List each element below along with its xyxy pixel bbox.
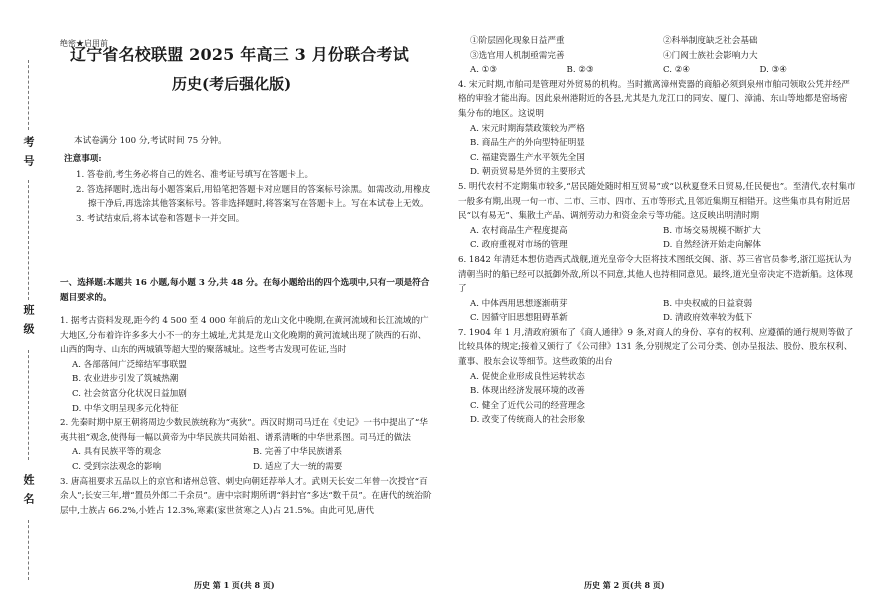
statement-row — [458, 49, 856, 64]
option-row — [458, 238, 856, 253]
option-row — [458, 63, 856, 78]
option-row — [458, 224, 856, 239]
option-row — [60, 445, 434, 460]
page-footer: 历史 第 1 页(共 8 页) — [194, 580, 275, 590]
option-c: C. 社会贫富分化状况日益加剧 — [72, 388, 187, 399]
statement-row — [458, 34, 856, 49]
exam-subtitle: 历史(考后强化版) — [172, 75, 292, 93]
option-d: D. ③④ — [759, 65, 787, 76]
question-4 — [458, 78, 856, 180]
binding-line — [28, 350, 29, 460]
question-stem: 4. 宋元时期,市舶司是管理对外贸易的机构。当时撤离漳州瓷器的商船必须到泉州市舶司领取公凭并经严格的审验才能出海。因此泉州港附近的各县,尤其是九龙江口的同安、厦门、漳浦、东山等地都是窑场密集分布的地区。这说明 — [458, 79, 850, 119]
question-list — [60, 314, 434, 518]
option-c: C. 健全了近代公司的经营理念 — [470, 400, 585, 411]
statement-2: ②科举制度缺乏社会基础 — [663, 36, 758, 46]
option-row — [458, 311, 856, 326]
statement-3: ③选官用人机制亟需完善 — [470, 50, 565, 61]
option-b: B. 农业进步引发了筑城热潮 — [72, 374, 179, 385]
binding-line — [28, 60, 29, 130]
option-a: A. ①③ — [470, 65, 498, 76]
option-a: A. 宋元时期海禁政策较为严格 — [470, 123, 585, 134]
option-a: A. 各部落间广泛缔结军事联盟 — [72, 359, 187, 370]
notes-title: 注意事项: — [64, 154, 102, 164]
option-d: D. 自然经济开始走向解体 — [663, 240, 761, 251]
option-b: B. 中央权威的日益衰弱 — [663, 298, 753, 309]
option-d: D. 朝贡贸易是外贸的主要形式 — [470, 167, 586, 178]
exam-title: 辽宁省名校联盟 2025 年高三 3 月份联合考试 — [70, 45, 409, 64]
option-c: C. 因循守旧思想阻碍革新 — [470, 313, 568, 324]
option-d: D. 中华文明呈现多元化特征 — [72, 403, 179, 414]
option-c: C. 政府重视对市场的管理 — [470, 240, 568, 251]
option-a: A. 促使企业形成良性运转状态 — [470, 371, 585, 382]
question-3-continued — [458, 34, 856, 78]
page-footer: 历史 第 2 页(共 8 页) — [584, 580, 665, 590]
question-stem: 3. 唐高祖要求五品以上的京官和诸州总管、刺史向朝廷荐举人才。武则天长安二年曾一次授官“百余人”;长安三年,增“置员外郎二千余员”。唐中宗时期所谓“斜封官”多达“数千员”。在唐代的统治阶层中,士族占 66.2%,小姓占 12.3%,寒素(家世贫寒之人)占 21.5%。由此可见,唐代 — [60, 476, 432, 516]
option-a: A. 中体西用思想逐渐萌芽 — [470, 298, 568, 309]
exam-number-label: 考 号 — [22, 136, 35, 168]
question-7 — [458, 326, 856, 428]
page-2 — [458, 0, 856, 599]
exam-info: 本试卷满分 100 分,考试时间 75 分钟。 — [74, 136, 227, 146]
class-label: 班 级 — [22, 304, 35, 336]
statement-1: ①阶层固化现象日益严重 — [470, 36, 565, 46]
option-b: B. 市场交易规模不断扩大 — [663, 225, 761, 236]
question-stem: 2. 先秦时期中原王朝将周边少数民族统称为“夷狄”。西汉时期司马迁在《史记》一书中提出了“华夷共祖”观念,使得每一幅以黄帝为中华民族共同始祖、谱系清晰的中华世系图。司马迁的做法 — [60, 418, 428, 443]
option-c: C. 福建瓷器生产水平领先全国 — [470, 152, 585, 163]
option-d: D. 改变了传统商人的社会形象 — [470, 415, 586, 426]
option-d: D. 适应了大一统的需要 — [253, 461, 343, 472]
question-stem: 1. 据考古资料发现,距今约 4 500 至 4 000 年前后的龙山文化中晚期,在黄河流域和长江流域的广大地区,分布着许许多多大小不一的夯土城址,尤其是龙山文化晚期的黄河流域出现了陕西的石峁、山西的陶寺、山东的两城镇等超大型的聚落城址。这些考古发现可佐证,当时 — [60, 316, 429, 356]
option-b: B. 商品生产的外向型特征明显 — [470, 138, 585, 149]
question-stem: 5. 明代农村不定期集市较多,“居民随处随时相互贸易”或“以秋夏登禾日贸易,任民便也”。至清代,农村集市一般多有期,出现一旬一市、二市、三市、四市、五市等形式,且邻近集期互相错开。这些集市具有附近居民“以有易无”、集散土产品、调剂劳动力和资金余亏等功能。这反映出明清时期 — [458, 181, 856, 222]
question-3 — [60, 475, 434, 519]
option-a: A. 具有民族平等的观念 — [72, 447, 162, 458]
page-1 — [58, 0, 435, 599]
option-d: D. 清政府效率较为低下 — [663, 313, 753, 324]
option-row — [458, 297, 856, 312]
note-item: 2. 答选择题时,选出每小题答案后,用铅笔把答题卡对应题目的答案标号涂黑。如需改动,用橡皮擦干净后,再选涂其他答案标号。答非选择题时,将答案写在答题卡上。写在本试卷上无效。 — [76, 184, 431, 210]
question-5 — [458, 180, 856, 253]
option-c: C. 受到宗法观念的影响 — [72, 461, 162, 472]
option-row — [60, 460, 434, 475]
binding-line — [28, 520, 29, 580]
statement-4: ④门阀士族社会影响力大 — [663, 50, 758, 61]
option-c: C. ②④ — [663, 65, 691, 76]
secret-mark: 绝密★启用前 — [60, 39, 108, 48]
option-b: B. 体现出经济发展环境的改善 — [470, 386, 585, 397]
note-item: 1. 答卷前,考生务必将自己的姓名、准考证号填写在答题卡上。 — [76, 170, 314, 180]
question-list — [458, 34, 856, 428]
binding-line — [28, 180, 29, 300]
binding-margin — [0, 0, 52, 599]
question-1 — [60, 314, 434, 416]
question-6 — [458, 253, 856, 326]
option-b: B. ②③ — [566, 65, 594, 76]
student-name-label: 姓 名 — [22, 474, 35, 506]
note-item: 3. 考试结束后,将本试卷和答题卡一并交回。 — [76, 213, 245, 224]
notes-list — [64, 168, 434, 226]
question-2 — [60, 416, 434, 474]
question-stem: 6. 1842 年清廷本想仿造西式战舰,道光皇帝令大臣将技术图纸交闽、浙、苏三省官员参考,浙江巡抚认为清朝当时的船已经可以抵御外敌,所以不同意,其他人也持相同意见。最终,道光皇帝决定不造新船。这体现了 — [458, 254, 853, 295]
question-stem: 7. 1904 年 1 月,清政府颁布了《商人通律》9 条,对商人的身份、享有的权利、应遵循的通行规则等做了比较具体的规定;接着又颁行了《公司律》131 条,分别规定了公司分类、创办呈报法、股份、股东权利、董事、股东会议等细节。这些政策的出台 — [458, 327, 854, 368]
option-a: A. 农村商品生产程度提高 — [470, 225, 568, 236]
option-b: B. 完善了中华民族谱系 — [253, 447, 343, 458]
section-heading: 一、选择题:本题共 16 小题,每小题 3 分,共 48 分。在每小题给出的四个选项中,只有一项是符合题目要求的。 — [60, 278, 430, 303]
